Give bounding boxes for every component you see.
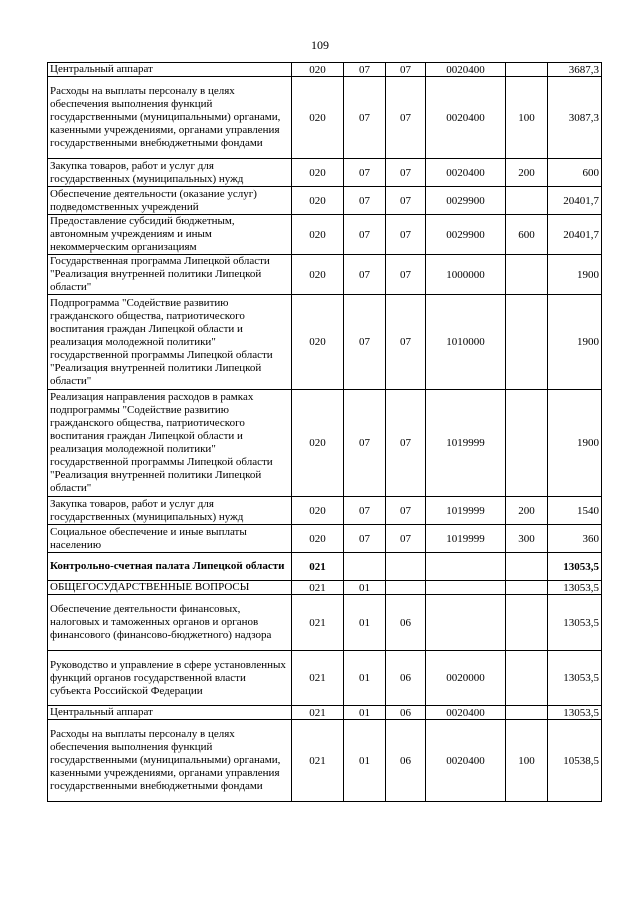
row-target-article-code: 1019999 [426, 497, 506, 525]
row-subsection-code: 07 [386, 295, 426, 390]
row-subsection-code: 07 [386, 255, 426, 295]
row-expense-type-code [506, 255, 548, 295]
row-name: Подпрограмма "Содействие развитию гражданского общества, патриотического воспитания граждан Липецкой области и реализация молодежной политики" государственной программы Липецкой области "Реализация внутренней политики Липецкой области" [48, 295, 292, 390]
row-target-article-code: 0020400 [426, 706, 506, 720]
row-expense-type-code [506, 553, 548, 581]
row-section-code: 01 [344, 706, 386, 720]
row-ministry-code: 020 [292, 77, 344, 159]
row-section-code: 07 [344, 77, 386, 159]
row-expense-type-code: 300 [506, 525, 548, 553]
row-section-code: 01 [344, 651, 386, 706]
row-ministry-code: 020 [292, 497, 344, 525]
row-name: Государственная программа Липецкой области "Реализация внутренней политики Липецкой области" [48, 255, 292, 295]
table-row [48, 295, 602, 390]
row-expense-type-code: 100 [506, 720, 548, 802]
row-target-article-code: 0020400 [426, 159, 506, 187]
row-target-article-code: 0020000 [426, 651, 506, 706]
row-target-article-code [426, 595, 506, 651]
row-ministry-code: 020 [292, 159, 344, 187]
row-expense-type-code [506, 295, 548, 390]
row-name: Закупка товаров, работ и услуг для государственных (муниципальных) нужд [48, 497, 292, 525]
row-section-code: 07 [344, 295, 386, 390]
row-expense-type-code [506, 595, 548, 651]
row-ministry-code: 020 [292, 215, 344, 255]
row-name: Расходы на выплаты персоналу в целях обеспечения выполнения функций государственными (муниципальными) органами, казенными учреждениями, органами управления государственными внебюджетными фондами [48, 720, 292, 802]
budget-table [47, 62, 602, 802]
row-ministry-code: 020 [292, 295, 344, 390]
row-ministry-code: 021 [292, 706, 344, 720]
row-amount: 1900 [548, 390, 602, 497]
row-amount: 1900 [548, 295, 602, 390]
row-target-article-code [426, 553, 506, 581]
row-section-code: 07 [344, 215, 386, 255]
row-subsection-code: 07 [386, 159, 426, 187]
row-target-article-code [426, 581, 506, 595]
row-subsection-code: 06 [386, 706, 426, 720]
row-subsection-code: 07 [386, 215, 426, 255]
row-amount: 13053,5 [548, 651, 602, 706]
row-section-code: 01 [344, 581, 386, 595]
table-row [48, 706, 602, 720]
row-target-article-code: 0020400 [426, 720, 506, 802]
table-row [48, 77, 602, 159]
row-name: ОБЩЕГОСУДАРСТВЕННЫЕ ВОПРОСЫ [48, 581, 292, 595]
row-ministry-code: 021 [292, 595, 344, 651]
row-amount: 10538,5 [548, 720, 602, 802]
row-name: Центральный аппарат [48, 706, 292, 720]
row-subsection-code: 07 [386, 77, 426, 159]
row-target-article-code: 0029900 [426, 215, 506, 255]
table-row [48, 651, 602, 706]
row-section-code: 07 [344, 255, 386, 295]
row-section-code: 07 [344, 187, 386, 215]
row-name: Социальное обеспечение и иные выплаты населению [48, 525, 292, 553]
table-row [48, 63, 602, 77]
row-subsection-code: 07 [386, 390, 426, 497]
row-expense-type-code [506, 651, 548, 706]
table-row [48, 390, 602, 497]
row-amount: 20401,7 [548, 187, 602, 215]
row-ministry-code: 020 [292, 525, 344, 553]
row-expense-type-code: 100 [506, 77, 548, 159]
row-subsection-code: 07 [386, 497, 426, 525]
row-name: Предоставление субсидий бюджетным, автономным учреждениям и иным некоммерческим организациям [48, 215, 292, 255]
table-row [48, 255, 602, 295]
row-expense-type-code: 600 [506, 215, 548, 255]
row-ministry-code: 021 [292, 720, 344, 802]
row-amount: 3687,3 [548, 63, 602, 77]
row-name: Реализация направления расходов в рамках подпрограммы "Содействие развитию гражданского общества, патриотического воспитания граждан Липецкой области и реализация молодежной политики" государственной программы Липецкой области "Реализация внутренней политики Липецкой области" [48, 390, 292, 497]
row-subsection-code [386, 581, 426, 595]
row-amount: 1540 [548, 497, 602, 525]
table-row [48, 187, 602, 215]
row-section-code: 07 [344, 390, 386, 497]
row-target-article-code: 1019999 [426, 390, 506, 497]
row-target-article-code: 0020400 [426, 63, 506, 77]
row-target-article-code: 0029900 [426, 187, 506, 215]
row-target-article-code: 0020400 [426, 77, 506, 159]
row-target-article-code: 1010000 [426, 295, 506, 390]
table-row [48, 595, 602, 651]
row-subsection-code: 07 [386, 187, 426, 215]
row-amount: 600 [548, 159, 602, 187]
row-amount: 13053,5 [548, 595, 602, 651]
row-name: Обеспечение деятельности (оказание услуг) подведомственных учреждений [48, 187, 292, 215]
row-subsection-code: 06 [386, 595, 426, 651]
row-section-code: 07 [344, 525, 386, 553]
row-name: Руководство и управление в сфере установленных функций органов государственной власти субъекта Российской Федерации [48, 651, 292, 706]
row-target-article-code: 1019999 [426, 525, 506, 553]
row-amount: 20401,7 [548, 215, 602, 255]
row-amount: 1900 [548, 255, 602, 295]
row-target-article-code: 1000000 [426, 255, 506, 295]
row-expense-type-code [506, 187, 548, 215]
row-ministry-code: 020 [292, 63, 344, 77]
row-expense-type-code [506, 706, 548, 720]
table-row [48, 497, 602, 525]
row-subsection-code: 06 [386, 651, 426, 706]
row-ministry-code: 021 [292, 553, 344, 581]
row-subsection-code: 06 [386, 720, 426, 802]
row-expense-type-code [506, 390, 548, 497]
row-expense-type-code [506, 63, 548, 77]
row-expense-type-code: 200 [506, 497, 548, 525]
row-section-code: 01 [344, 720, 386, 802]
row-expense-type-code [506, 581, 548, 595]
row-section-code: 07 [344, 159, 386, 187]
row-section-code: 07 [344, 497, 386, 525]
table-row [48, 581, 602, 595]
row-amount: 3087,3 [548, 77, 602, 159]
row-name: Центральный аппарат [48, 63, 292, 77]
row-subsection-code [386, 553, 426, 581]
row-amount: 13053,5 [548, 706, 602, 720]
row-amount: 13053,5 [548, 553, 602, 581]
row-ministry-code: 020 [292, 187, 344, 215]
row-amount: 13053,5 [548, 581, 602, 595]
row-section-code: 07 [344, 63, 386, 77]
row-name: Контрольно-счетная палата Липецкой области [48, 553, 292, 581]
row-name: Закупка товаров, работ и услуг для государственных (муниципальных) нужд [48, 159, 292, 187]
table-row [48, 553, 602, 581]
row-ministry-code: 021 [292, 651, 344, 706]
table-row [48, 159, 602, 187]
budget-table-body [48, 63, 602, 802]
row-ministry-code: 020 [292, 390, 344, 497]
table-row [48, 215, 602, 255]
row-amount: 360 [548, 525, 602, 553]
row-section-code [344, 553, 386, 581]
row-subsection-code: 07 [386, 63, 426, 77]
row-ministry-code: 020 [292, 255, 344, 295]
row-subsection-code: 07 [386, 525, 426, 553]
row-expense-type-code: 200 [506, 159, 548, 187]
page-number: 109 [311, 38, 329, 52]
row-name: Расходы на выплаты персоналу в целях обеспечения выполнения функций государственными (муниципальными) органами, казенными учреждениями, органами управления государственными внебюджетными фондами [48, 77, 292, 159]
row-section-code: 01 [344, 595, 386, 651]
table-row [48, 525, 602, 553]
row-ministry-code: 021 [292, 581, 344, 595]
row-name: Обеспечение деятельности финансовых, налоговых и таможенных органов и органов финансового (финансово-бюджетного) надзора [48, 595, 292, 651]
table-row [48, 720, 602, 802]
